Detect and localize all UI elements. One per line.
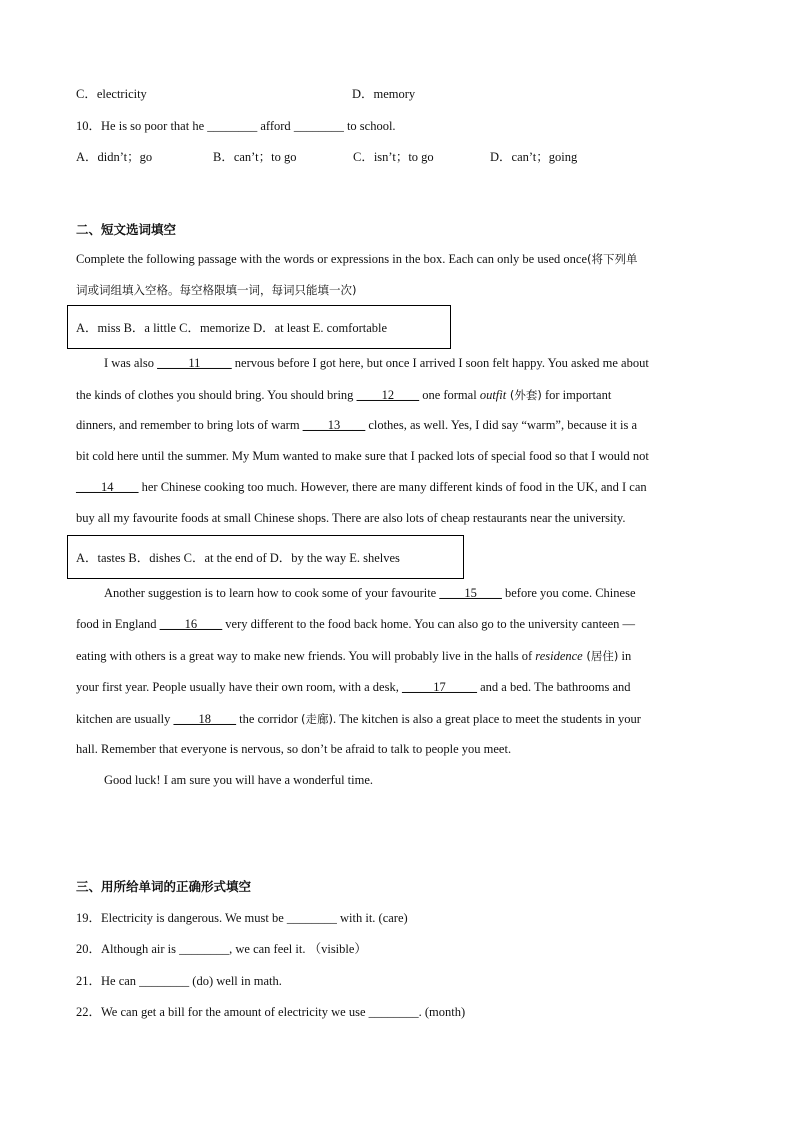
passage-line: buy all my favourite foods at small Chinese shops. There are also lots of cheap restaurants near the university. (76, 511, 626, 525)
passage-text: and a bed. The bathrooms and (476, 680, 631, 694)
question-22: 22．We can get a bill for the amount of electricity we use ________. (month) (76, 1005, 466, 1019)
question-text: He is so poor that he (101, 119, 205, 133)
q10-option-a: A．didn’t；go (76, 150, 153, 164)
passage-line (76, 648, 631, 664)
passage-text: one formal (419, 388, 480, 402)
q9-option-c: C．electricity (76, 87, 147, 101)
passage-text: kitchen are usually (76, 712, 174, 726)
section-3-heading: 三、用所给单词的正确形式填空 (76, 879, 252, 894)
passage-text: very different to the food back home. You can also go to the university canteen — (222, 617, 636, 631)
passage-line (76, 387, 611, 403)
passage-text: in (618, 649, 632, 663)
passage-text: nervous before I got here, but once I arrived I soon felt happy. You asked me about (231, 356, 649, 370)
passage-text: Another suggestion is to learn how to cook some of your favourite (104, 586, 440, 600)
passage-text: I was also (104, 356, 158, 370)
passage-line: hall. Remember that everyone is nervous, so don’t be afraid to talk to people you meet. (76, 742, 512, 756)
passage-line (104, 586, 636, 601)
blank-17: _____17_____ (401, 680, 477, 694)
q9-option-d: D．memory (352, 87, 416, 101)
passage-text: (外套) (506, 388, 542, 402)
question-21: 21．He can ________ (do) well in math. (76, 974, 282, 988)
passage-text: your first year. People usually have their own room, with a desk, (76, 680, 402, 694)
blank-16: ____16____ (159, 617, 223, 631)
passage-text: (居住) (582, 649, 619, 663)
passage-text: before you come. Chinese (501, 586, 636, 600)
passage-text: the corridor (236, 712, 301, 726)
passage-text: eating with others is a great way to make new friends. You will probably live in the halls of (76, 649, 536, 663)
question-10 (76, 116, 396, 134)
question-19: 19．Electricity is dangerous. We must be ________ with it. (care) (76, 911, 408, 925)
q10-option-c: C．isn’t；to go (353, 150, 434, 164)
answer-blank: ________ (293, 119, 344, 133)
question-number: 10． (76, 119, 102, 133)
question-text: afford (260, 119, 291, 133)
passage-line: bit cold here until the summer. My Mum wanted to make sure that I packed lots of special food so that I would not (76, 449, 649, 463)
word-box-1: A．miss B．a little C．memorize D．at least E. comfortable (67, 305, 451, 349)
blank-18: ____18____ (173, 712, 237, 726)
passage-text: her Chinese cooking too much. However, there are many different kinds of food in the UK, and I can (138, 480, 647, 494)
question-20: 20．Although air is ________, we can feel it. （visible） (76, 942, 367, 956)
q10-option-d: D．can’t；going (490, 150, 578, 164)
passage-text: residence (535, 649, 583, 663)
answer-blank: ________ (207, 119, 258, 133)
passage-text: (走廊) (300, 712, 333, 726)
blank-12: ____12____ (356, 388, 420, 402)
blank-15: ____15____ (439, 586, 502, 600)
instruction-text-cn: (将下列单 (587, 252, 638, 266)
passage-closing: Good luck! I am sure you will have a wonderful time. (104, 773, 374, 787)
passage-text: clothes, as well. Yes, I did say “warm”, because it is a (365, 418, 637, 432)
question-text: to school. (346, 119, 396, 133)
section-2-instruction-cont: 词或词组填入空格。每空格限填一词，每词只能填一次) (76, 283, 357, 297)
passage-line (76, 680, 631, 695)
section-2-heading: 二、短文选词填空 (76, 222, 177, 237)
passage-text: . The kitchen is also a great place to meet the students in your (332, 712, 641, 726)
passage-text: dinners, and remember to bring lots of warm (76, 418, 303, 432)
blank-14: ____14____ (76, 480, 139, 494)
passage-line (76, 480, 647, 495)
passage-text: outfit (479, 388, 507, 402)
passage-text: the kinds of clothes you should bring. You should bring (76, 388, 357, 402)
word-box-2: A．tastes B．dishes C．at the end of D．by the way E. shelves (67, 535, 464, 579)
passage-text: food in England (76, 617, 160, 631)
blank-13: ____13____ (302, 418, 366, 432)
blank-11: _____11_____ (157, 356, 232, 370)
passage-line (76, 711, 641, 727)
q10-option-b: B．can’t；to go (213, 150, 297, 164)
passage-line (104, 356, 649, 371)
passage-line (76, 617, 635, 632)
section-2-instruction (76, 251, 638, 267)
instruction-text: Complete the following passage with the words or expressions in the box. Each can only be used once (76, 252, 587, 266)
passage-line (76, 418, 637, 433)
passage-text: for important (541, 388, 612, 402)
